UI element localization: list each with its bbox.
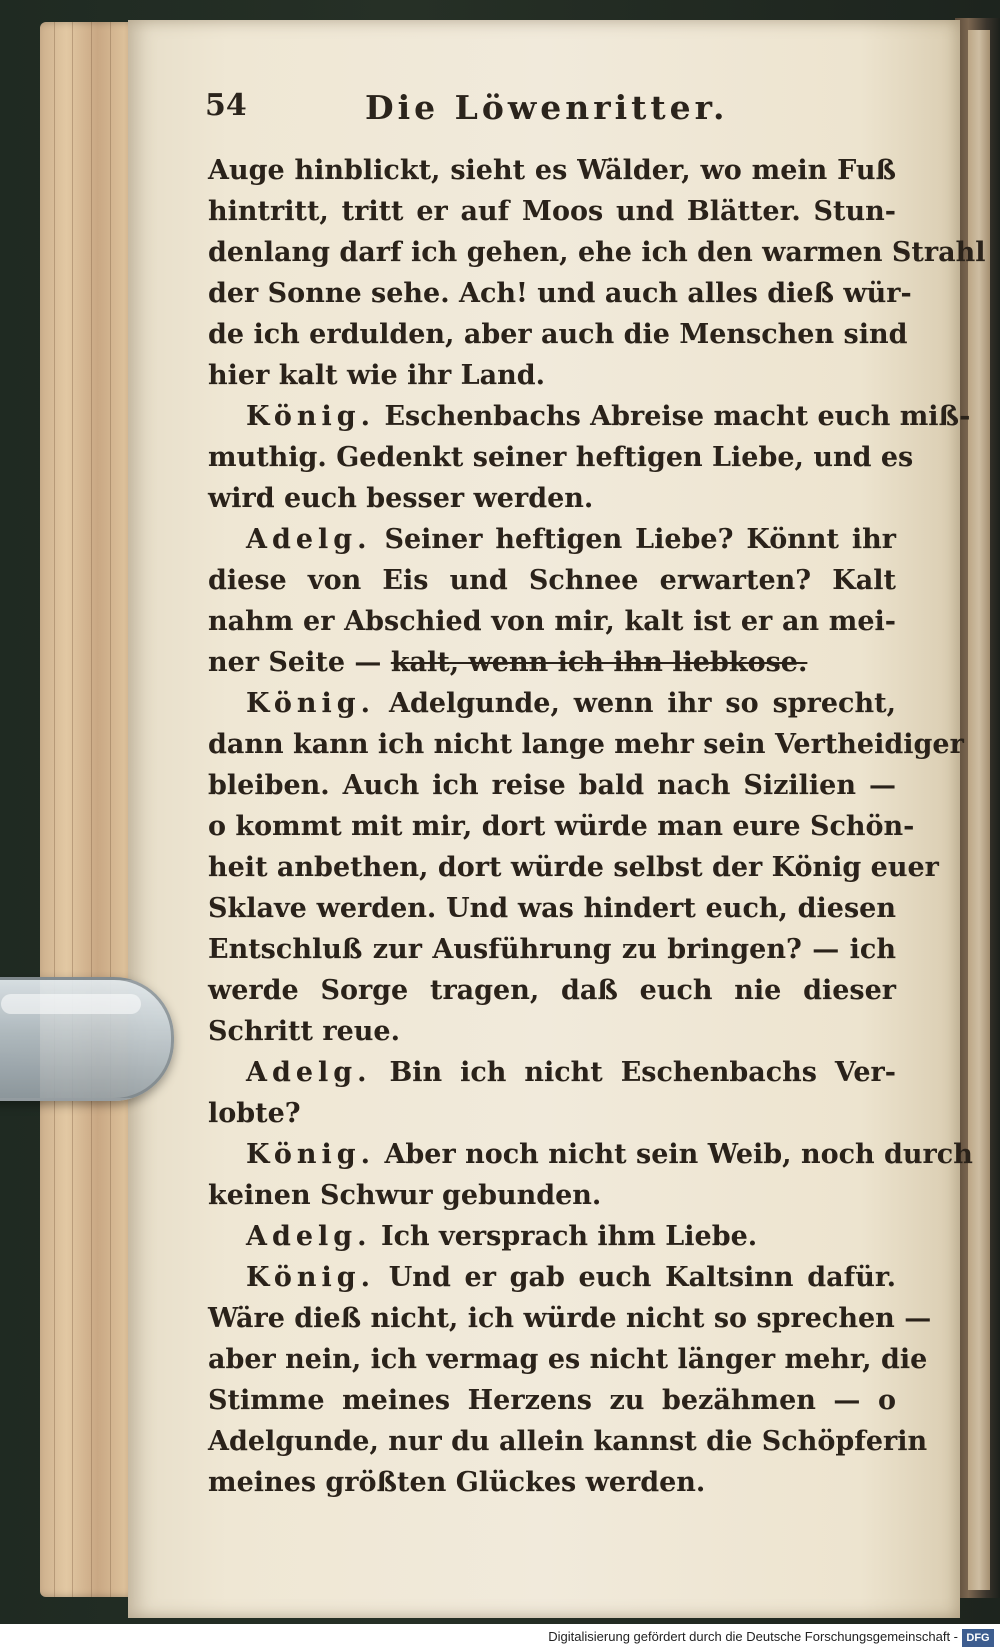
text-line [208,1052,896,1093]
text-line [208,1462,896,1503]
text-line [208,1093,896,1134]
footer-bar [0,1624,1000,1652]
clip-highlight [1,994,141,1014]
text-line [208,847,939,888]
text-line [208,519,896,560]
line-text: muthig. Gedenkt seiner heftigen Liebe, und es [208,442,914,473]
text-line [208,273,912,314]
line-text: keinen Schwur gebunden. [208,1180,602,1211]
line-text: Ich versprach ihm Liebe. [380,1221,758,1252]
line-text: nahm er Abschied von mir, kalt ist er an mei- [208,606,896,637]
text-line [208,724,964,765]
text-line [208,806,915,847]
speaker-label: König. [246,1139,376,1170]
line-text: Schritt reue. [208,1016,401,1047]
line-text: Aber noch nicht sein Weib, noch durch [384,1139,973,1170]
line-text: Stimme meines Herzens zu bezähmen — o [208,1385,896,1416]
line-text: lobte? [208,1098,301,1129]
footer-credit: Digitalisierung gefördert durch die Deutsche Forschungsgemeinschaft - [548,1629,958,1644]
speaker-label: Adelg. [246,1057,372,1088]
text-line [208,1257,896,1298]
text-line [208,232,986,273]
text-line [208,1298,932,1339]
text-line [208,314,908,355]
running-title: Die Löwenritter. [365,88,729,127]
text-line [208,1421,928,1462]
text-line [208,191,896,232]
line-text: de ich erdulden, aber auch die Menschen sind [208,319,908,350]
line-text: diese von Eis und Schnee erwarten? Kalt [208,565,896,596]
text-line [208,1134,973,1175]
line-text: Wäre dieß nicht, ich würde nicht so sprechen — [208,1303,932,1334]
struck-text: kalt, wenn ich ihn liebkose. [390,647,808,678]
speaker-label: Adelg. [246,1221,372,1252]
line-text: Adelgunde, nur du allein kannst die Schöpferin [208,1426,928,1457]
line-text: Und er gab euch Kaltsinn dafür. [388,1262,896,1293]
line-text: werde Sorge tragen, daß euch nie dieser [208,975,896,1006]
text-line [208,1339,928,1380]
running-head [205,88,905,140]
text-line [208,355,896,396]
line-text: meines größten Glückes werden. [208,1467,706,1498]
speaker-label: Adelg. [246,524,372,555]
line-text: denlang darf ich gehen, ehe ich den warmen Strahl [208,237,986,268]
line-text: bleiben. Auch ich reise bald nach Sizilien — [208,770,896,801]
line-text: Auge hinblickt, sieht es Wälder, wo mein Fuß [208,155,896,186]
body-text [208,150,986,1503]
page-number: 54 [205,88,247,123]
line-text: wird euch besser werden. [208,483,594,514]
line-text: Sklave werden. Und was hindert euch, diesen [208,893,896,924]
text-line [208,1380,896,1421]
speaker-label: König. [246,1262,376,1293]
text-line [208,560,896,601]
line-text: Bin ich nicht Eschenbachs Ver- [389,1057,896,1088]
line-text: ner Seite — [208,647,382,678]
line-text: Seiner heftigen Liebe? Könnt ihr [384,524,896,555]
text-line [208,1011,896,1052]
text-line [208,437,914,478]
line-text: heit anbethen, dort würde selbst der König euer [208,852,939,883]
line-text: aber nein, ich vermag es nicht länger mehr, die [208,1344,928,1375]
dfg-logo-icon[interactable]: DFG [962,1629,994,1647]
speaker-label: König. [246,401,376,432]
text-line [208,150,896,191]
bookmark-clip [0,977,174,1101]
text-line [208,929,896,970]
text-line [208,642,896,683]
line-text: hintritt, tritt er auf Moos und Blätter. Stun- [208,196,896,227]
text-line [208,1175,896,1216]
text-line [208,1216,896,1257]
line-text: Eschenbachs Abreise macht euch miß- [384,401,971,432]
line-text: Entschluß zur Ausführung zu bringen? — ich [208,934,896,965]
text-line [208,396,971,437]
line-text: o kommt mit mir, dort würde man eure Schön- [208,811,915,842]
line-text: hier kalt wie ihr Land. [208,360,545,391]
text-line [208,683,896,724]
text-line [208,478,896,519]
text-line [208,601,896,642]
text-line [208,765,896,806]
line-text: dann kann ich nicht lange mehr sein Vertheidiger [208,729,964,760]
line-text: Adelgunde, wenn ihr so sprecht, [389,688,896,719]
speaker-label: König. [246,688,376,719]
line-text: der Sonne sehe. Ach! und auch alles dieß wür- [208,278,912,309]
text-line [208,970,896,1011]
text-line [208,888,896,929]
